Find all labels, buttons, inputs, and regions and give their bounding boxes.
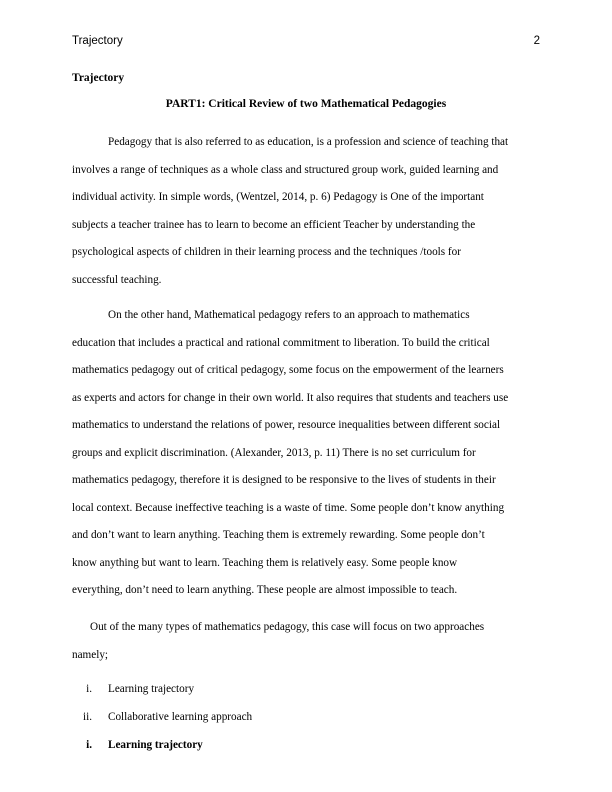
paragraph-line: involves a range of techniques as a whole class and structured group work, guided learning and <box>72 163 499 176</box>
paragraph-line: everything, don’t need to learn anything. These people are almost impossible to teach. <box>72 584 458 596</box>
paragraph-line: as experts and actors for change in their own world. It also requires that students and teachers use <box>72 391 509 404</box>
paragraph-line: individual activity. In simple words, (Wentzel, 2014, p. 6) Pedagogy is One of the important <box>72 191 484 203</box>
list-item-number: ii. <box>82 711 92 723</box>
paragraph-line: groups and explicit discrimination. (Alexander, 2013, p. 11) There is no set curriculum for <box>72 446 476 459</box>
page-number: 2 <box>533 35 540 47</box>
paragraph-approaches-intro <box>72 614 544 669</box>
paragraph-line: psychological aspects of children in their learning process and the techniques /tools for <box>72 246 461 258</box>
paragraph-line: local context. Because ineffective teaching is a waste of time. Some people don’t know anything <box>72 501 505 514</box>
paragraph-line: namely; <box>72 648 109 661</box>
subsection-heading-text: Learning trajectory <box>108 739 203 751</box>
paragraph-line: mathematics pedagogy out of critical pedagogy, some focus on the empowerment of the learners <box>72 364 504 376</box>
running-head: Trajectory <box>72 35 123 47</box>
paragraph-line: mathematics to understand the relations of power, resource inequalities between different social <box>72 419 501 431</box>
subsection-heading-number: i. <box>86 739 92 751</box>
paragraph-mathematical-pedagogy <box>72 302 544 605</box>
list-item-text: Collaborative learning approach <box>108 711 253 723</box>
document-title: Trajectory <box>72 72 125 84</box>
paragraph-line: mathematics pedagogy, therefore it is designed to be responsive to the lives of students in their <box>72 474 496 486</box>
paragraph-line: know anything but want to learn. Teaching them is relatively easy. Some people know <box>72 556 458 569</box>
list-item-number: i. <box>86 683 92 695</box>
list-item-text: Learning trajectory <box>108 683 195 695</box>
paragraph-line: and don’t want to learn anything. Teaching them is extremely rewarding. Some people don’t <box>72 529 485 541</box>
paragraph-line: subjects a teacher trainee has to learn to become an efficient Teacher by understanding the <box>72 218 476 231</box>
paragraph-line: On the other hand, Mathematical pedagogy refers to an approach to mathematics <box>108 309 470 321</box>
paragraph-line: Out of the many types of mathematics pedagogy, this case will focus on two approaches <box>90 621 485 633</box>
page-header <box>72 35 540 47</box>
paragraph-pedagogy-definition <box>72 129 544 294</box>
paragraph-line: successful teaching. <box>72 273 162 286</box>
paragraph-line: Pedagogy that is also referred to as education, is a profession and science of teaching that <box>108 136 509 148</box>
paragraph-line: education that includes a practical and rational commitment to liberation. To build the critical <box>72 336 490 349</box>
section-heading-part1: PART1: Critical Review of two Mathematical Pedagogies <box>165 98 447 110</box>
